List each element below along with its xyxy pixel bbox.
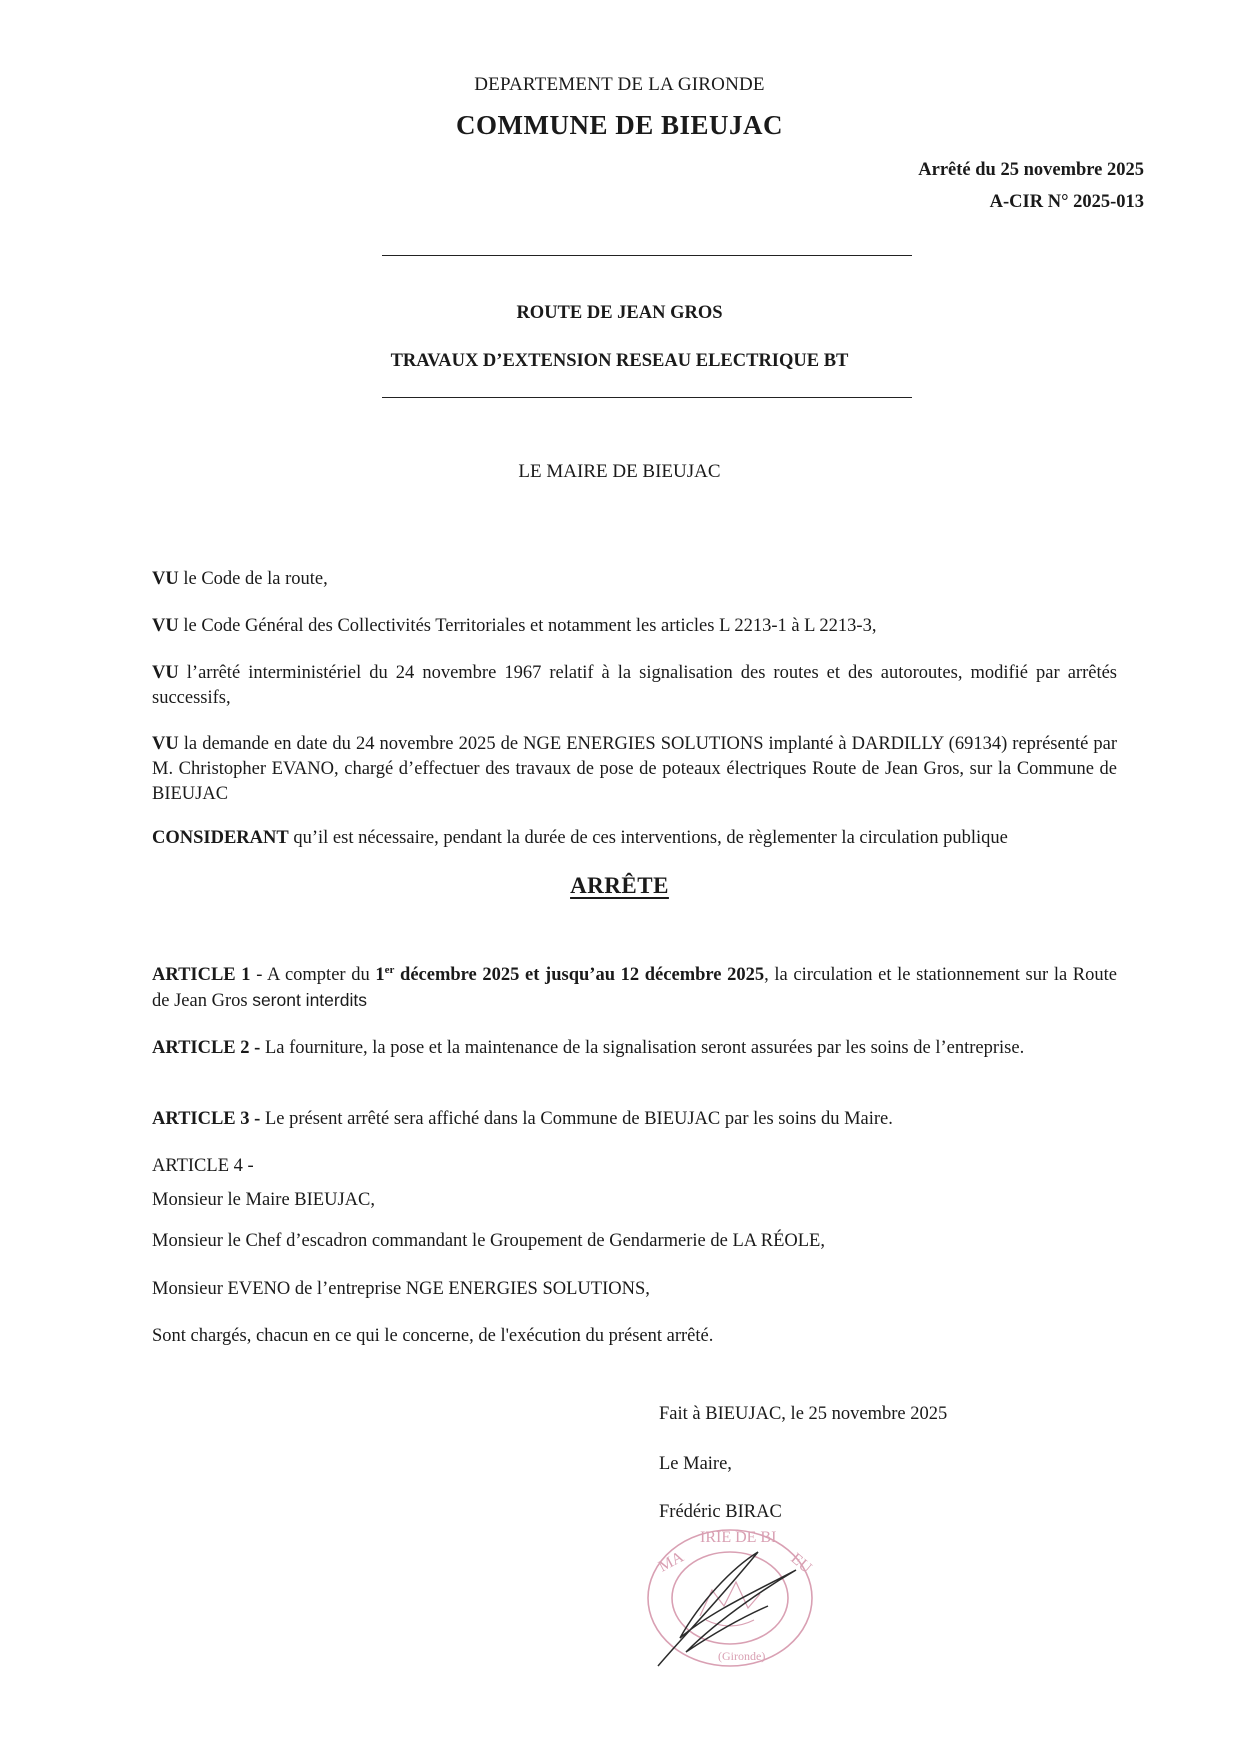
article-4-line-1: Monsieur le Maire BIEUJAC, <box>152 1190 375 1210</box>
stamp-seal <box>648 1529 815 1666</box>
visa-1 <box>152 567 1117 592</box>
arrete-number: A-CIR N° 2025-013 <box>989 192 1144 212</box>
svg-text:EU: EU <box>787 1550 815 1577</box>
visa-text: le Code de la route, <box>178 569 328 589</box>
article-1-pre: - A compter du <box>250 965 376 985</box>
commune-heading: COMMUNE DE BIEUJAC <box>455 110 783 140</box>
visa-label: VU <box>152 616 179 636</box>
article-1 <box>152 963 1117 1014</box>
authority-heading: LE MAIRE DE BIEUJAC <box>518 461 721 482</box>
svg-text:MA: MA <box>655 1548 687 1576</box>
svg-text:(Gironde): (Gironde) <box>718 1649 766 1663</box>
visa-text: le Code Général des Collectivités Territoriales et notamment les articles L 2213-1 à L 2213-3, <box>178 616 877 636</box>
signature-name: Frédéric BIRAC <box>659 1502 782 1522</box>
visa-label: VU <box>152 663 179 683</box>
article-3 <box>152 1107 1117 1132</box>
article-1-sup: er <box>384 964 395 976</box>
considerant-label: CONSIDERANT <box>152 828 289 848</box>
department-heading: DEPARTEMENT DE LA GIRONDE <box>474 74 765 95</box>
divider-top <box>382 255 912 256</box>
article-1-post: , la circulation et le stationnement sur la Route de Jean Gros <box>152 965 1118 1011</box>
article-2-text: La fourniture, la pose et la maintenance de la signalisation seront assurées par les soins de l’entreprise. <box>260 1038 1025 1058</box>
signature-title: Le Maire, <box>659 1454 732 1474</box>
considerant-text: qu’il est nécessaire, pendant la durée de ces interventions, de règlementer la circulation publique <box>288 828 1008 848</box>
visa-3 <box>152 661 1117 711</box>
visa-text: la demande en date du 24 novembre 2025 de NGE ENERGIES SOLUTIONS implanté à DARDILLY (69134) représenté par M. Christopher EVANO, chargé d’effectuer des travaux de pose de poteaux électriques Route de Jean Gros, sur la Commune de BIEUJAC <box>152 734 1117 804</box>
mairie-stamp <box>640 1520 820 1670</box>
visa-2 <box>152 614 1117 639</box>
article-4-label: ARTICLE 4 - <box>152 1156 254 1176</box>
article-3-label: ARTICLE 3 - <box>152 1109 261 1129</box>
visa-label: VU <box>152 734 179 754</box>
article-4-line-3: Monsieur EVENO de l’entreprise NGE ENERGIES SOLUTIONS, <box>152 1279 650 1299</box>
subject-route: ROUTE DE JEAN GROS <box>516 303 723 323</box>
visa-4 <box>152 732 1117 807</box>
visa-label: VU <box>152 569 179 589</box>
subject-works: TRAVAUX D’EXTENSION RESEAU ELECTRIQUE BT <box>390 351 849 371</box>
arrete-title: ARRÊTE <box>570 873 669 898</box>
article-3-text: Le présent arrêté sera affiché dans la Commune de BIEUJAC par les soins du Maire. <box>260 1109 893 1129</box>
visa-text: l’arrêté interministériel du 24 novembre 1967 relatif à la signalisation des routes et des autoroutes, modifié par arrêtés successifs, <box>152 663 1117 708</box>
article-1-label: ARTICLE 1 <box>152 965 251 985</box>
arrete-date: Arrêté du 25 novembre 2025 <box>918 160 1144 180</box>
divider-bottom <box>382 397 912 398</box>
article-1-tail: seront interdits <box>252 990 367 1010</box>
considerant-paragraph <box>152 826 1117 851</box>
article-2-label: ARTICLE 2 - <box>152 1038 261 1058</box>
article-4-line-4: Sont chargés, chacun en ce qui le concerne, de l'exécution du présent arrêté. <box>152 1326 714 1346</box>
article-1-date-start: 1 <box>375 965 385 985</box>
article-4-line-2: Monsieur le Chef d’escadron commandant le Groupement de Gendarmerie de LA RÉOLE, <box>152 1231 825 1251</box>
svg-text:IRIE DE BI: IRIE DE BI <box>700 1529 777 1546</box>
article-2 <box>152 1036 1117 1061</box>
article-1-date-range: décembre 2025 et jusqu’au 12 décembre 2025 <box>394 965 765 985</box>
signature-place-date: Fait à BIEUJAC, le 25 novembre 2025 <box>659 1404 948 1424</box>
